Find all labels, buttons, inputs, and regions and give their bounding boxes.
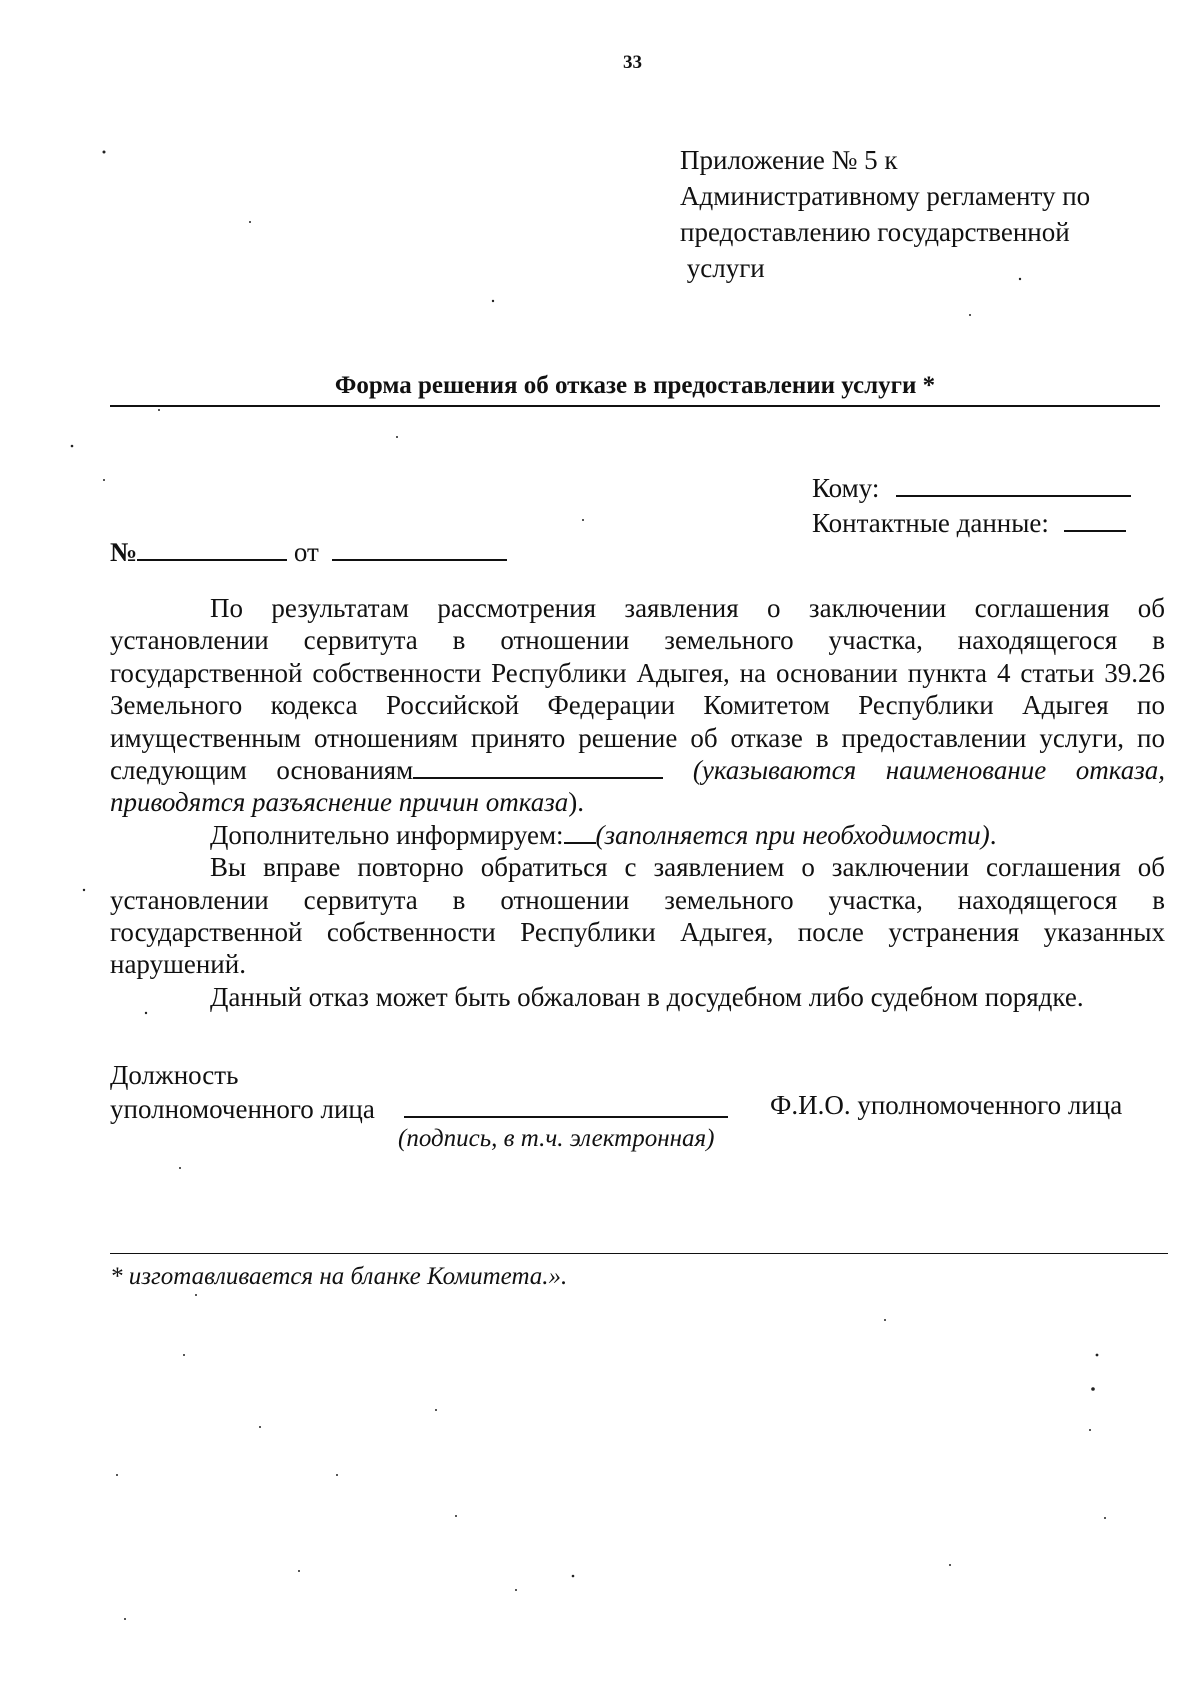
annex-line: Приложение № 5 к <box>680 145 898 175</box>
paragraph2-end: . <box>989 819 997 850</box>
paragraph2-text: Дополнительно информируем: <box>210 819 564 850</box>
paragraph1-note: (указываются наименование отказа, приводятся разъяснение причин отказа <box>110 755 1166 818</box>
page-number: 33 <box>623 52 642 73</box>
recipient-contacts-label: Контактные данные: <box>812 508 1049 538</box>
signatory-name: Ф.И.О. уполномоченного лица <box>770 1090 1123 1120</box>
paragraph2-note: (заполняется при необходимости) <box>595 819 990 850</box>
number-symbol: № <box>110 537 138 567</box>
signature-note: (подпись, в т.ч. электронная) <box>398 1125 715 1152</box>
document-title: Форма решения об отказе в предоставлении услуги * <box>334 372 936 399</box>
body-paragraph: Вы вправе повторно обратиться с заявлением о заключении соглашения об установлении сервитута в отношении земельного участка, находящегося в государственной собственности Республики Адыгея, после устранения указанных нарушений. <box>110 852 1165 980</box>
position-line: уполномоченного лица <box>110 1094 375 1124</box>
paragraph1-text: По результатам рассмотрения заявления о заключении соглашения об установлении сервитута в отношении земельного участка, находящегося в государственной собственности Республики Адыгея, на основании пункта 4 статьи 39.26 Земельного кодекса Российской Федерации Комитетом Республики Адыгея по имущественным отношениям принято решение об отказе в предоставлении услуги, по следующим основаниям <box>110 593 1165 786</box>
footnote: * изготавливается на бланке Комитета.». <box>110 1263 568 1290</box>
paragraph1-end: ). <box>568 787 584 818</box>
annex-line: Административному регламенту по <box>680 181 1091 211</box>
body-paragraph: Данный отказ может быть обжалован в досудебном либо судебном порядке. <box>210 981 1084 1012</box>
recipient-to-label: Кому: <box>812 473 880 503</box>
date-from-label: от <box>293 537 319 567</box>
position-line: Должность <box>110 1060 239 1090</box>
annex-line: предоставлению государственной <box>680 217 1070 247</box>
annex-line: услуги <box>680 253 765 283</box>
